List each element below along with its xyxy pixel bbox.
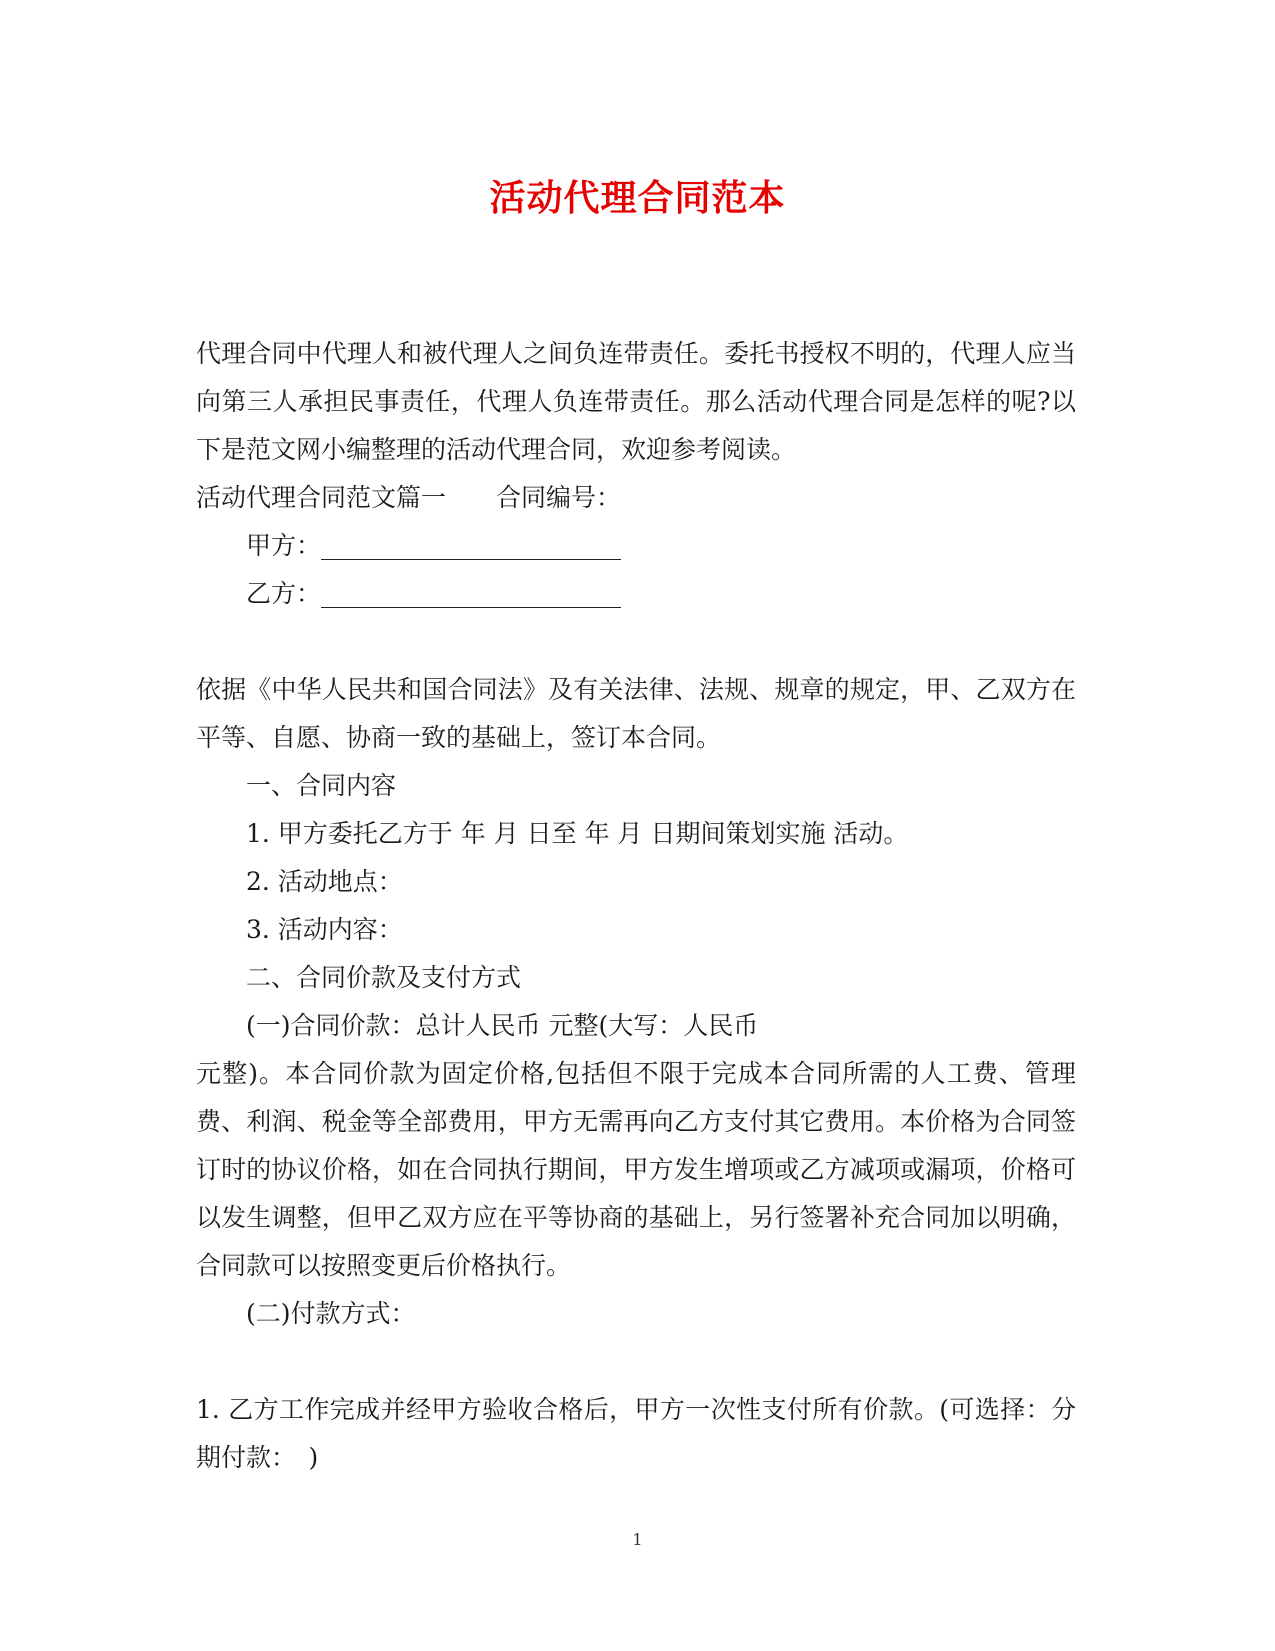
price-line-1: (一)合同价款：总计人民币 元整(大写：人民币 [246, 1011, 759, 1040]
document-body [196, 330, 1076, 1482]
section-1-title: 一、合同内容 [246, 771, 397, 800]
document-title: 活动代理合同范本 [489, 177, 786, 219]
content-item-3: 3. 活动内容： [246, 915, 403, 944]
payment-item-1: 1. 乙方工作完成并经甲方验收合格后，甲方一次性支付所有价款。(可选择：分期付款： ) [196, 1395, 1076, 1472]
section-2-title: 二、合同价款及支付方式 [246, 963, 522, 992]
intro-paragraph: 代理合同中代理人和被代理人之间负连带责任。委托书授权不明的，代理人应当向第三人承担民事责任，代理人负连带责任。那么活动代理合同是怎样的呢?以下是范文网小编整理的活动代理合同，欢迎参考阅读。 [196, 339, 1076, 464]
basis-paragraph: 依据《中华人民共和国合同法》及有关法律、法规、规章的规定，甲、乙双方在平等、自愿、协商一致的基础上，签订本合同。 [196, 675, 1076, 752]
payment-method-title: (二)付款方式： [246, 1299, 416, 1328]
content-item-1: 1. 甲方委托乙方于 年 月 日至 年 月 日期间策划实施 活动。 [246, 819, 909, 848]
party-a-field: 甲方：________________________ [246, 531, 622, 560]
price-paragraph: 元整)。本合同价款为固定价格,包括但不限于完成本合同所需的人工费、管理费、利润、税金等全部费用，甲方无需再向乙方支付其它费用。本价格为合同签订时的协议价格，如在合同执行期间，甲方发生增项或乙方减项或漏项，价格可以发生调整，但甲乙双方应在平等协商的基础上，另行签署补充合同加以明确，合同款可以按照变更后价格执行。 [196, 1059, 1076, 1280]
page-number: 1 [632, 1530, 643, 1549]
contract-heading-line: 活动代理合同范文篇一 合同编号： [196, 483, 622, 512]
party-b-field: 乙方：________________________ [246, 579, 622, 608]
content-item-2: 2. 活动地点： [246, 867, 403, 896]
